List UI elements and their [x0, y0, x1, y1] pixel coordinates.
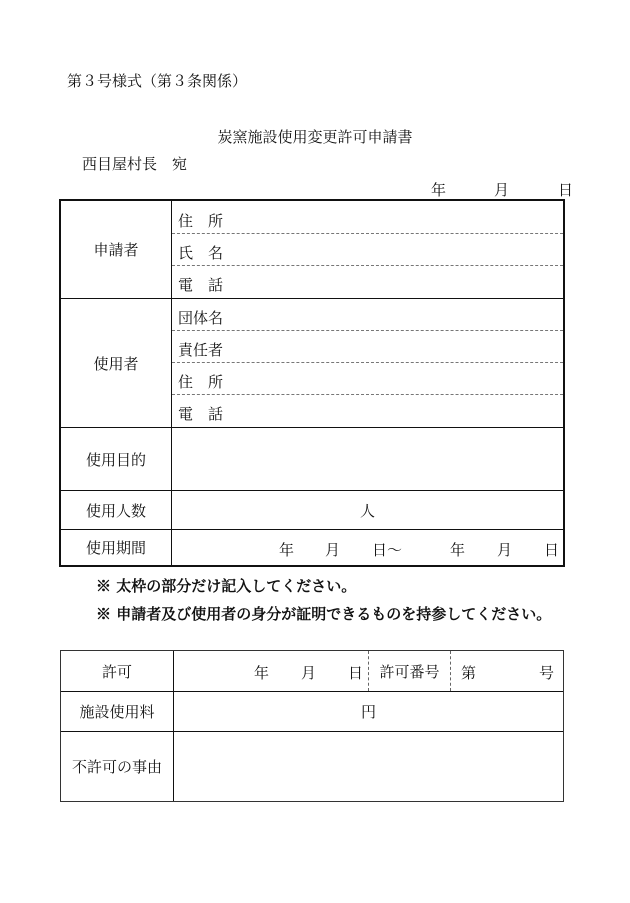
purpose-label: 使用目的 [85, 450, 146, 469]
permit-number-label: 許可番号 [379, 662, 440, 681]
applicant-label: 申請者 [93, 241, 139, 259]
fee-unit: 円 [360, 703, 376, 721]
period-field[interactable] [172, 530, 563, 565]
date-day-label: 日 [558, 181, 574, 199]
applicant-name-field[interactable]: 氏 名 [178, 244, 224, 262]
period-start-day: 日～ [372, 541, 403, 559]
applicant-fields [172, 201, 563, 298]
headcount-unit: 人 [359, 501, 375, 520]
period-end-day: 日 [544, 541, 560, 559]
date-year-label: 年 [431, 181, 447, 199]
period-end-year: 年 [450, 541, 466, 559]
note-bold-frame: ※ 太枠の部分だけ記入してください。 [96, 577, 357, 595]
application-date[interactable] [0, 179, 630, 199]
permit-number-suffix: 号 [539, 664, 555, 682]
headcount-label: 使用人数 [85, 501, 146, 520]
fee-field[interactable] [174, 692, 563, 731]
purpose-field[interactable] [172, 428, 563, 490]
user-phone-field[interactable]: 電 話 [178, 405, 224, 423]
note-identification: ※ 申請者及び使用者の身分が証明できるものを持参してください。 [96, 605, 552, 623]
permit-number-prefix: 第 [461, 664, 477, 682]
rejection-reason-field[interactable] [174, 732, 563, 801]
addressee: 西目屋村長 宛 [82, 155, 188, 173]
applicant-phone-field[interactable]: 電 話 [178, 276, 224, 294]
permit-label: 許可 [101, 662, 132, 681]
permit-date-field[interactable] [174, 651, 368, 691]
period-start-month: 月 [325, 541, 341, 559]
user-label: 使用者 [93, 354, 139, 373]
document-title: 炭窯施設使用変更許可申請書 [217, 128, 413, 146]
period-label: 使用期間 [85, 539, 146, 557]
permit-year: 年 [254, 664, 270, 682]
application-table [59, 199, 565, 567]
fee-label: 施設使用料 [79, 703, 155, 721]
permit-day: 日 [348, 664, 364, 682]
user-responsible-person-field[interactable]: 責任者 [178, 341, 224, 359]
permit-number-field[interactable] [451, 651, 563, 691]
user-fields [172, 299, 563, 427]
date-month-label: 月 [494, 181, 510, 199]
applicant-address-field[interactable]: 住 所 [178, 212, 224, 230]
rejection-reason-label: 不許可の事由 [71, 758, 162, 776]
office-use-table [60, 650, 564, 802]
user-address-field[interactable]: 住 所 [178, 373, 224, 391]
form-number: 第３号様式（第３条関係） [67, 72, 248, 90]
permit-month: 月 [301, 664, 317, 682]
user-group-name-field[interactable]: 団体名 [178, 309, 224, 327]
period-end-month: 月 [497, 541, 513, 559]
period-start-year: 年 [279, 541, 295, 559]
headcount-field[interactable] [172, 491, 563, 529]
